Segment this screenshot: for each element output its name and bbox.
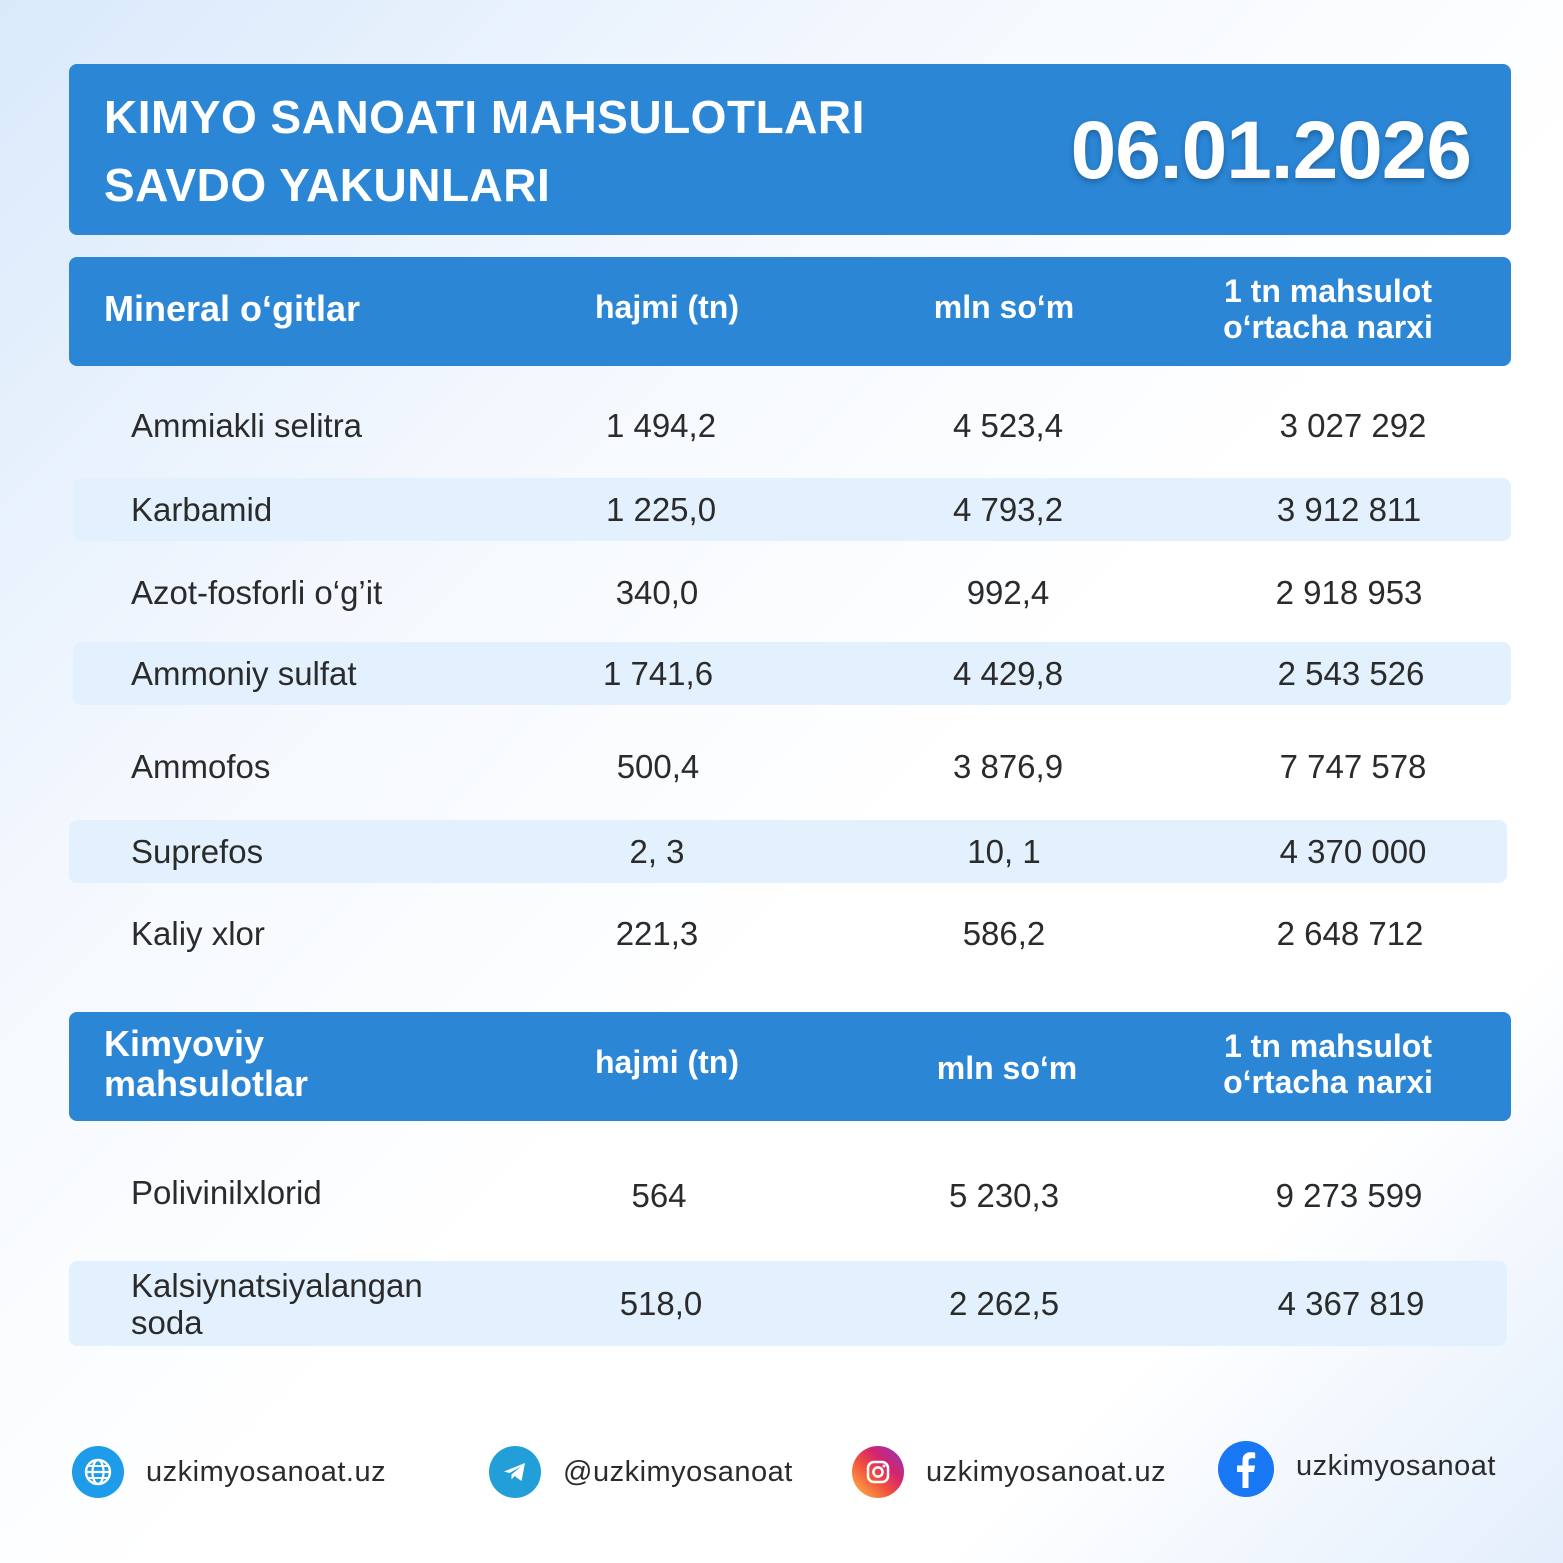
sum-value: 4 793,2 [952,490,1064,528]
title-line-2: SAVDO YAKUNLARI [104,159,551,211]
col-value: mln so‘m [933,289,1075,325]
footer-website[interactable] [72,1443,386,1501]
telegram-handle[interactable]: @uzkimyosanoat [563,1455,793,1488]
volume-value: 1 494,2 [605,407,717,444]
volume-value: 1 741,6 [602,654,714,692]
table-row [69,1261,1507,1346]
table-row [69,903,1511,965]
volume-value: 1 225,0 [605,490,717,528]
col-avg-line2: o‘rtacha narxi [1223,1064,1433,1100]
price-value: 2 543 526 [1277,654,1425,692]
mineral-heading: Mineral o‘gitlar [104,288,361,329]
volume-value: 340,0 [615,574,699,611]
table-row [69,395,1511,457]
volume-value: 2, 3 [629,832,685,870]
volume-value: 221,3 [615,915,699,952]
price-value: 9 273 599 [1275,1177,1423,1215]
volume-value: 500,4 [616,748,700,785]
report-date: 06.01.2026 [1070,105,1471,196]
product-name: Karbamid [131,490,273,528]
chemical-heading-line1: Kimyoviy [104,1023,265,1064]
sum-value: 992,4 [966,574,1050,611]
col-avg-line1: 1 tn mahsulot [1223,1028,1433,1064]
globe-icon [72,1446,124,1498]
product-name: Kaliy xlor [131,915,265,952]
sum-value: 2 262,5 [948,1284,1060,1322]
instagram-icon [852,1446,904,1498]
table-row [73,642,1511,705]
price-value: 7 747 578 [1279,748,1427,785]
product-name: Suprefos [131,832,264,870]
product-name: Kalsiynatsiyalangan soda [131,1266,423,1341]
chemical-heading-line2: mahsulotlar [104,1063,309,1104]
price-value: 4 367 819 [1277,1284,1425,1322]
product-name: Polivinilxlorid [131,1174,322,1211]
footer-telegram[interactable] [489,1443,793,1501]
col-avg-price [1223,1028,1433,1100]
facebook-icon [1218,1441,1274,1497]
instagram-link[interactable]: uzkimyosanoat.uz [926,1455,1167,1488]
mineral-section-header [69,257,1511,366]
product-name: Ammoniy sulfat [131,654,357,692]
col-avg-line2: o‘rtacha narxi [1223,309,1433,345]
table-row [69,1162,1511,1224]
product-name: Ammofos [131,748,271,785]
chemical-heading [104,1024,308,1104]
title-banner [69,64,1511,235]
price-value: 2 918 953 [1275,574,1423,611]
sum-value: 4 429,8 [952,654,1064,692]
chemical-section-header [69,1012,1511,1121]
col-volume: hajmi (tn) [595,289,739,325]
product-name: Azot-fosforli o‘g’it [131,574,383,611]
facebook-link[interactable]: uzkimyosanoat [1296,1449,1496,1482]
table-row [69,562,1511,624]
sum-value: 10, 1 [967,832,1041,870]
title-line-1: KIMYO SANOATI MAHSULOTLARI [104,91,865,143]
price-value: 4 370 000 [1279,832,1427,870]
sum-value: 586,2 [962,915,1046,952]
col-value: mln so‘m [936,1050,1078,1086]
price-value: 3 912 811 [1276,490,1422,528]
col-avg-line1: 1 tn mahsulot [1223,273,1433,309]
sum-value: 5 230,3 [948,1177,1060,1215]
website-link[interactable]: uzkimyosanoat.uz [146,1455,387,1488]
col-volume: hajmi (tn) [595,1044,739,1080]
footer-facebook[interactable] [1218,1440,1496,1498]
product-name: Ammiakli selitra [131,407,363,444]
volume-value: 564 [631,1177,687,1215]
footer-instagram[interactable] [852,1443,1166,1501]
sum-value: 4 523,4 [952,407,1064,444]
volume-value: 518,0 [619,1284,703,1322]
telegram-icon [489,1446,541,1498]
sum-value: 3 876,9 [952,748,1064,785]
price-value: 3 027 292 [1279,407,1427,444]
price-value: 2 648 712 [1276,915,1424,952]
table-row [73,478,1511,541]
col-avg-price [1223,273,1433,345]
table-row [69,736,1511,798]
table-row [69,820,1507,883]
